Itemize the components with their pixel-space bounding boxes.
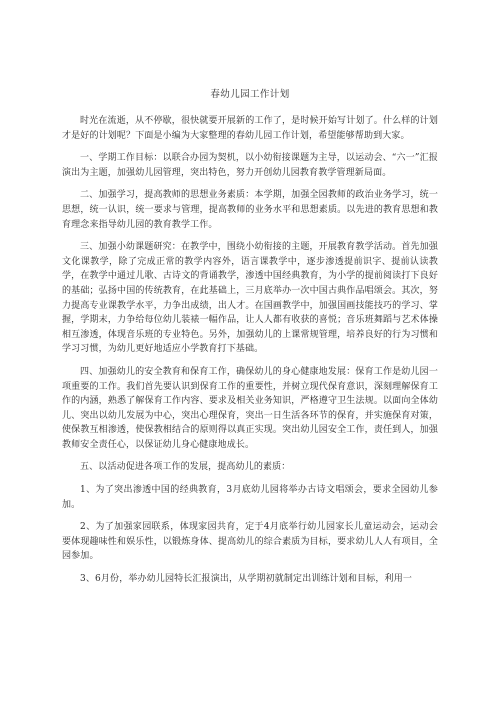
paragraph-item-1: 1、为了突出渗透中国的经典教育，3月底幼儿园将举办古诗文唱颂会，要求全园幼儿参加。 (62, 485, 438, 510)
paragraph-section-5: 五、以活动促进各项工作的发展，提高幼儿的素质： (80, 462, 291, 473)
document-body (62, 88, 438, 595)
paragraph-section-2: 二、加强学习，提高教师的思想业务素质：本学期，加强全园教师的政治业务学习，统一思想，统一认识，统一要求与管理，提高教师的业务水平和思想素质。以先进的教育思想和教育理念来指导幼儿园的教育教学工作。 (62, 190, 438, 230)
paragraph-section-4: 四、加强幼儿的安全教育和保育工作，确保幼儿的身心健康地发展：保育工作是幼儿园一项重要的工作。我们首先要认识到保育工作的重要性，并树立现代保育意识，深刻理解保育工作的内涵，熟悉了解保育工作内容、要求及相关业务知识，严格遵守卫生法规。以面向全体幼儿、突出以幼儿发展为中心，突出心理保育，突出一日生活各环节的保育，并实施保育对策，使保教互相渗透，使保教相结合的原则得以真正实现。突出幼儿园安全工作，责任到人，加强教师安全责任心，以保证幼儿身心健康地成长。 (62, 366, 438, 450)
paragraph-item-3: 3、6月份，举办幼儿园特长汇报演出，从学期初就制定出训练计划和目标，利用一 (80, 574, 413, 585)
paragraph-section-3: 三、加强小幼课题研究：在教学中，围绕小幼衔接的主题，开展教育教学活动。首先加强文化课教学，除了完成正常的教学内容外，语言课教学中，逐步渗透提前识字、提前认读教学，在教学中通过儿歌、古诗文的背诵教学，渗透中国经典教育，为小学的提前阅读打下良好的基础；弘扬中国的传统教育，在此基础上，三月底举办一次中国古典作品唱颂会。其次，努力提高专业课教学水平，力争出成绩，出人才。在国画教学中，加强国画技能技巧的学习、掌握，学期末，力争给每位幼儿装裱一幅作品，让人人都有收获的喜悦；音乐班舞蹈与艺术体操相互渗透，体现音乐班的专业特色。另外，加强幼儿的上课常规管理，培养良好的行为习惯和学习习惯，为幼儿更好地适应小学教育打下基础。 (62, 242, 438, 355)
paragraph-section-1: 一、学期工作目标：以联合办园为契机，以小幼衔接课题为主导，以运动会、“六一”汇报演出为主题，加强幼儿园管理，突出特色，努力开创幼儿园教育教学管理新局面。 (62, 153, 438, 178)
document-title: 春幼儿园工作计划 (210, 89, 290, 100)
paragraph-item-2: 2、为了加强家园联系，体现家园共育，定于4月底举行幼儿园家长儿童运动会，运动会要体现趣味性和娱乐性，以锻炼身体、提高幼儿的综合素质为目标，要求幼儿人人有项目，全园参加。 (62, 522, 438, 562)
paragraph-intro: 时光在流逝，从不停歇，很快就要开展新的工作了，是时候开始写计划了。什么样的计划才是好的计划呢？下面是小编为大家整理的春幼儿园工作计划，希望能够帮助到大家。 (62, 116, 438, 141)
